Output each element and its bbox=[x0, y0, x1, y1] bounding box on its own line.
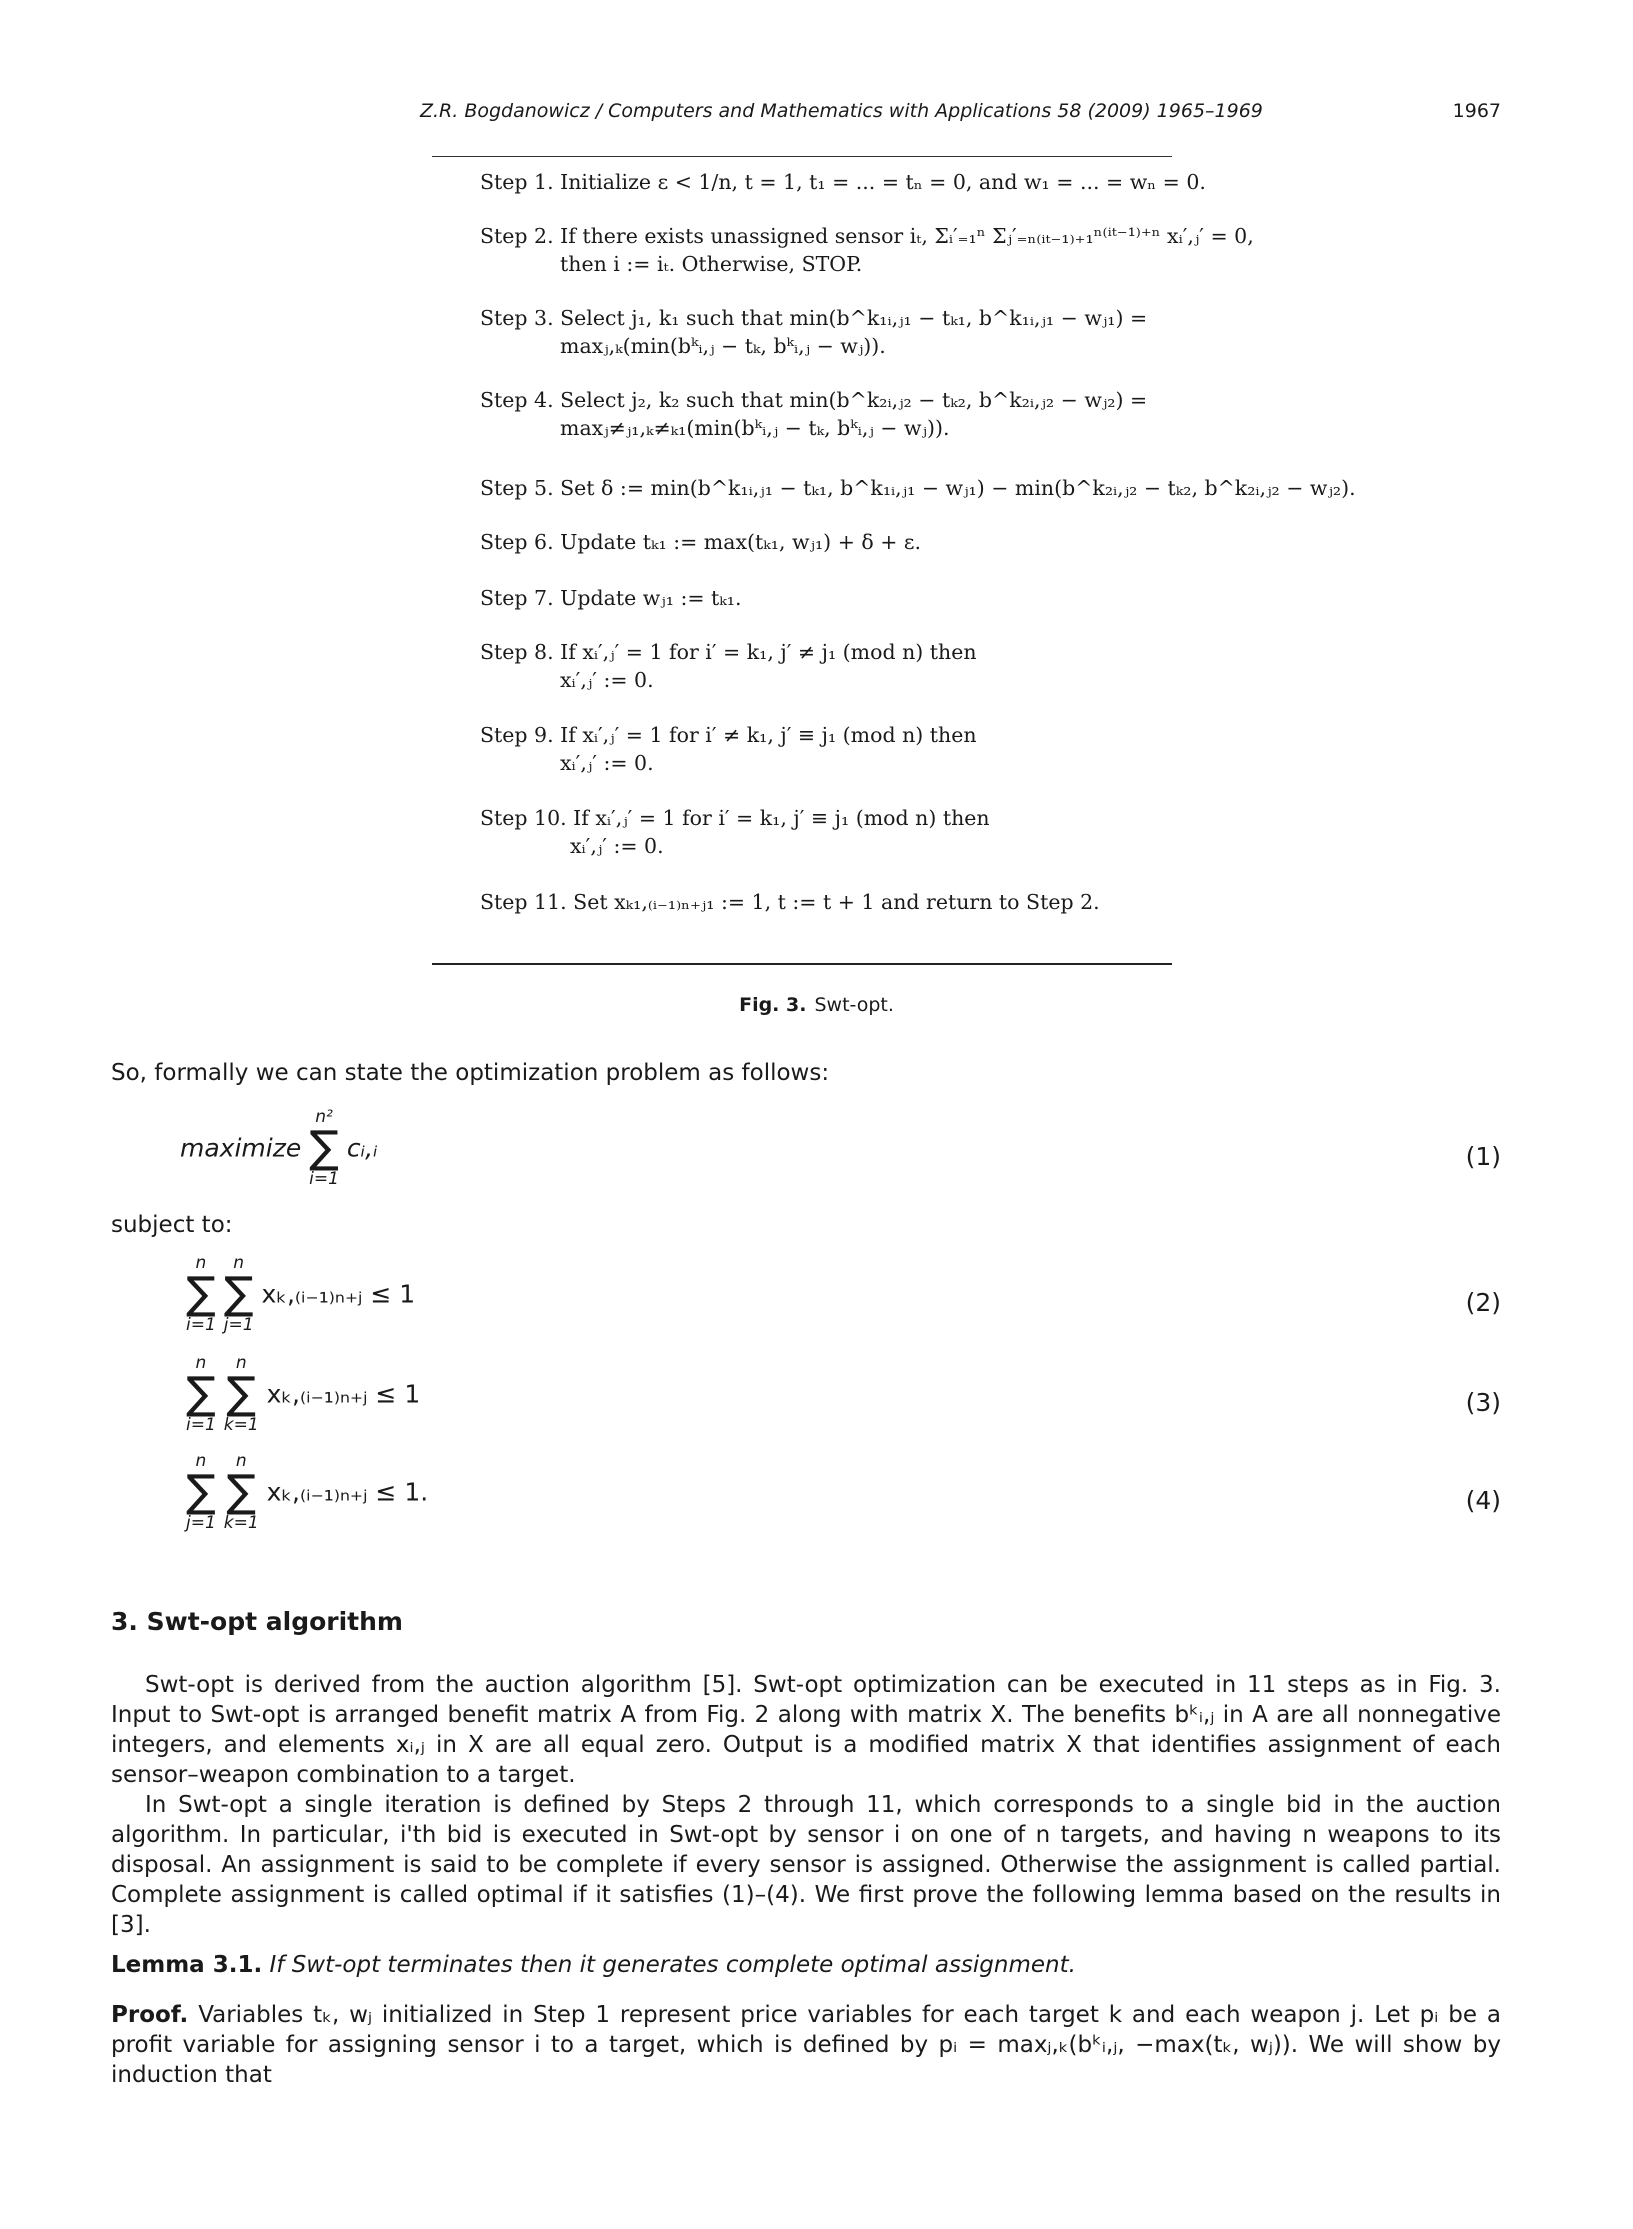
step-8 bbox=[480, 638, 977, 694]
eq3-term: xₖ,₍ᵢ₋₁₎ₙ₊ⱼ ≤ 1 bbox=[266, 1379, 421, 1409]
subject-to: subject to: bbox=[111, 1212, 233, 1238]
eq3-sum-2 bbox=[224, 1354, 259, 1434]
eq2-sum-1-bottom: i=1 bbox=[186, 1315, 216, 1335]
eq1-term: cᵢ,ᵢ bbox=[346, 1133, 378, 1163]
eq2-sum-2-bottom: j=1 bbox=[223, 1315, 254, 1335]
sigma-symbol: ∑ bbox=[226, 1368, 257, 1419]
figure-top-rule bbox=[432, 156, 1172, 157]
sigma-symbol: ∑ bbox=[309, 1122, 339, 1173]
sigma-symbol: ∑ bbox=[186, 1268, 216, 1319]
section-heading: 3. Swt-opt algorithm bbox=[111, 1607, 403, 1636]
step-10-line-1: Step 10. If xᵢ′,ⱼ′ = 1 for i′ = k₁, j′ ≡ j₁ (mod n) then bbox=[480, 806, 990, 830]
step-2-line-1: Step 2. If there exists unassigned sensor iₜ, Σᵢ′₌₁ⁿ Σⱼ′₌ₙ₍ᵢₜ₋₁₎₊₁ⁿ⁽ⁱᵗ⁻¹⁾⁺ⁿ xᵢ′,ⱼ′ = 0, bbox=[480, 224, 1254, 248]
eq4-number: (4) bbox=[1465, 1486, 1501, 1515]
eq4-sum-2-top: n bbox=[235, 1451, 247, 1471]
eq2-number: (2) bbox=[1465, 1288, 1501, 1317]
page-header bbox=[0, 100, 1633, 130]
eq1-lhs: maximize bbox=[180, 1133, 302, 1163]
eq3-sum-1-top: n bbox=[195, 1353, 207, 1373]
eq4-sum-2-bottom: k=1 bbox=[223, 1513, 259, 1533]
eq4-sum-1 bbox=[186, 1452, 216, 1532]
lemma-label: Lemma 3.1. bbox=[111, 1952, 263, 1978]
eq4-sum-1-top: n bbox=[195, 1451, 207, 1471]
paragraph-1: Swt-opt is derived from the auction algorithm [5]. Swt-opt optimization can be executed in 11 steps as in Fig. 3. Input to Swt-opt is arranged benefit matrix A from Fig. 2 along with matrix X. The benefits bᵏᵢ,ⱼ in A are all nonnegative integers, and elements xᵢ,ⱼ in X are all equal zero. Output is a modified matrix X that identifies assignment of each sensor–weapon combination to a target. bbox=[111, 1672, 1501, 1788]
equation-1 bbox=[180, 1108, 378, 1188]
step-3-line-2: maxⱼ,ₖ(min(bᵏᵢ,ⱼ − tₖ, bᵏᵢ,ⱼ − wⱼ)). bbox=[560, 334, 886, 358]
intro-text: So, formally we can state the optimization problem as follows: bbox=[111, 1060, 830, 1086]
eq3-sum-1 bbox=[186, 1354, 216, 1434]
sigma-symbol: ∑ bbox=[223, 1268, 254, 1319]
equation-4 bbox=[186, 1452, 428, 1532]
eq2-sum-1 bbox=[186, 1254, 216, 1334]
step-3-line-1: Step 3. Select j₁, k₁ such that min(b^k₁ᵢ,ⱼ₁ − tₖ₁, b^k₁ᵢ,ⱼ₁ − wⱼ₁) = bbox=[480, 306, 1148, 330]
step-11: Step 11. Set xₖ₁,₍ᵢ₋₁₎ₙ₊ⱼ₁ := 1, t := t + 1 and return to Step 2. bbox=[480, 890, 1100, 914]
algorithm-figure bbox=[432, 156, 1356, 965]
eq4-sum-1-bottom: j=1 bbox=[186, 1513, 216, 1533]
lemma bbox=[111, 1950, 1501, 1980]
caption-text: Swt-opt. bbox=[814, 994, 894, 1016]
eq3-sum-1-bottom: i=1 bbox=[186, 1415, 216, 1435]
eq4-term: xₖ,₍ᵢ₋₁₎ₙ₊ⱼ ≤ 1. bbox=[266, 1477, 429, 1507]
step-7: Step 7. Update wⱼ₁ := tₖ₁. bbox=[480, 586, 742, 610]
step-3 bbox=[480, 304, 1147, 360]
step-6: Step 6. Update tₖ₁ := max(tₖ₁, wⱼ₁) + δ + ε. bbox=[480, 530, 922, 554]
eq3-sum-2-bottom: k=1 bbox=[223, 1415, 259, 1435]
figure-caption bbox=[0, 994, 1633, 1016]
sigma-symbol: ∑ bbox=[226, 1466, 257, 1517]
step-8-line-2: xᵢ′,ⱼ′ := 0. bbox=[560, 668, 654, 692]
step-8-line-1: Step 8. If xᵢ′,ⱼ′ = 1 for i′ = k₁, j′ ≠ j₁ (mod n) then bbox=[480, 640, 977, 664]
eq1-sum-bottom: i=1 bbox=[309, 1169, 339, 1189]
figure-bottom-rule bbox=[432, 963, 1172, 965]
lemma-text: If Swt-opt terminates then it generates complete optimal assignment. bbox=[269, 1952, 1076, 1978]
step-5: Step 5. Set δ := min(b^k₁ᵢ,ⱼ₁ − tₖ₁, b^k₁ᵢ,ⱼ₁ − wⱼ₁) − min(b^k₂ᵢ,ⱼ₂ − tₖ₂, b^k₂ᵢ,ⱼ₂ − wⱼ₂). bbox=[480, 476, 1356, 500]
step-9-line-2: xᵢ′,ⱼ′ := 0. bbox=[560, 751, 654, 775]
running-title: Z.R. Bogdanowicz / Computers and Mathematics with Applications 58 (2009) 1965–1969 bbox=[420, 100, 1263, 122]
caption-label: Fig. 3. bbox=[739, 994, 807, 1016]
step-4 bbox=[480, 386, 1147, 442]
proof-text: Variables tₖ, wⱼ initialized in Step 1 represent price variables for each target k and each weapon j. Let pᵢ be a profit variable for assigning sensor i to a target, which is defined by pᵢ = maxⱼ,ₖ(bᵏᵢ,ⱼ, −max(tₖ, wⱼ)). We will show by induction that bbox=[111, 2002, 1501, 2088]
step-1: Step 1. Initialize ε < 1/n, t = 1, t₁ = ... = tₙ = 0, and w₁ = ... = wₙ = 0. bbox=[480, 170, 1206, 194]
eq2-sum-2 bbox=[224, 1254, 254, 1334]
equation-3 bbox=[186, 1354, 420, 1434]
sigma-symbol: ∑ bbox=[186, 1368, 216, 1419]
page-number: 1967 bbox=[1452, 100, 1501, 122]
equation-2 bbox=[186, 1254, 415, 1334]
step-2-line-2: then i := iₜ. Otherwise, STOP. bbox=[560, 252, 863, 276]
eq2-sum-2-top: n bbox=[233, 1253, 245, 1273]
step-4-line-2: maxⱼ≠ⱼ₁,ₖ≠ₖ₁(min(bᵏᵢ,ⱼ − tₖ, bᵏᵢ,ⱼ − wⱼ)). bbox=[560, 416, 950, 440]
eq1-sum bbox=[309, 1108, 339, 1188]
proof bbox=[111, 2000, 1501, 2090]
step-9 bbox=[480, 721, 977, 777]
eq3-sum-2-top: n bbox=[235, 1353, 247, 1373]
step-9-line-1: Step 9. If xᵢ′,ⱼ′ = 1 for i′ ≠ k₁, j′ ≡ j₁ (mod n) then bbox=[480, 723, 977, 747]
step-10 bbox=[480, 804, 990, 860]
step-10-line-2: xᵢ′,ⱼ′ := 0. bbox=[570, 834, 664, 858]
eq1-sum-top: n² bbox=[315, 1107, 333, 1127]
eq1-number: (1) bbox=[1465, 1142, 1501, 1171]
eq4-sum-2 bbox=[224, 1452, 259, 1532]
eq2-term: xₖ,₍ᵢ₋₁₎ₙ₊ⱼ ≤ 1 bbox=[261, 1279, 416, 1309]
eq2-sum-1-top: n bbox=[195, 1253, 207, 1273]
sigma-symbol: ∑ bbox=[186, 1466, 216, 1517]
eq3-number: (3) bbox=[1465, 1388, 1501, 1417]
step-2 bbox=[480, 222, 1254, 278]
paragraph-2: In Swt-opt a single iteration is defined by Steps 2 through 11, which corresponds to a single bid in the auction algorithm. In particular, i'th bid is executed in Swt-opt by sensor i on one of n targets, and having n weapons to its disposal. An assignment is said to be complete if every sensor is assigned. Otherwise the assignment is called partial. Complete assignment is called optimal if it satisfies (1)–(4). We first prove the following lemma based on the results in [3]. bbox=[111, 1792, 1501, 1938]
step-4-line-1: Step 4. Select j₂, k₂ such that min(b^k₂ᵢ,ⱼ₂ − tₖ₂, b^k₂ᵢ,ⱼ₂ − wⱼ₂) = bbox=[480, 388, 1148, 412]
proof-label: Proof. bbox=[111, 2002, 189, 2028]
